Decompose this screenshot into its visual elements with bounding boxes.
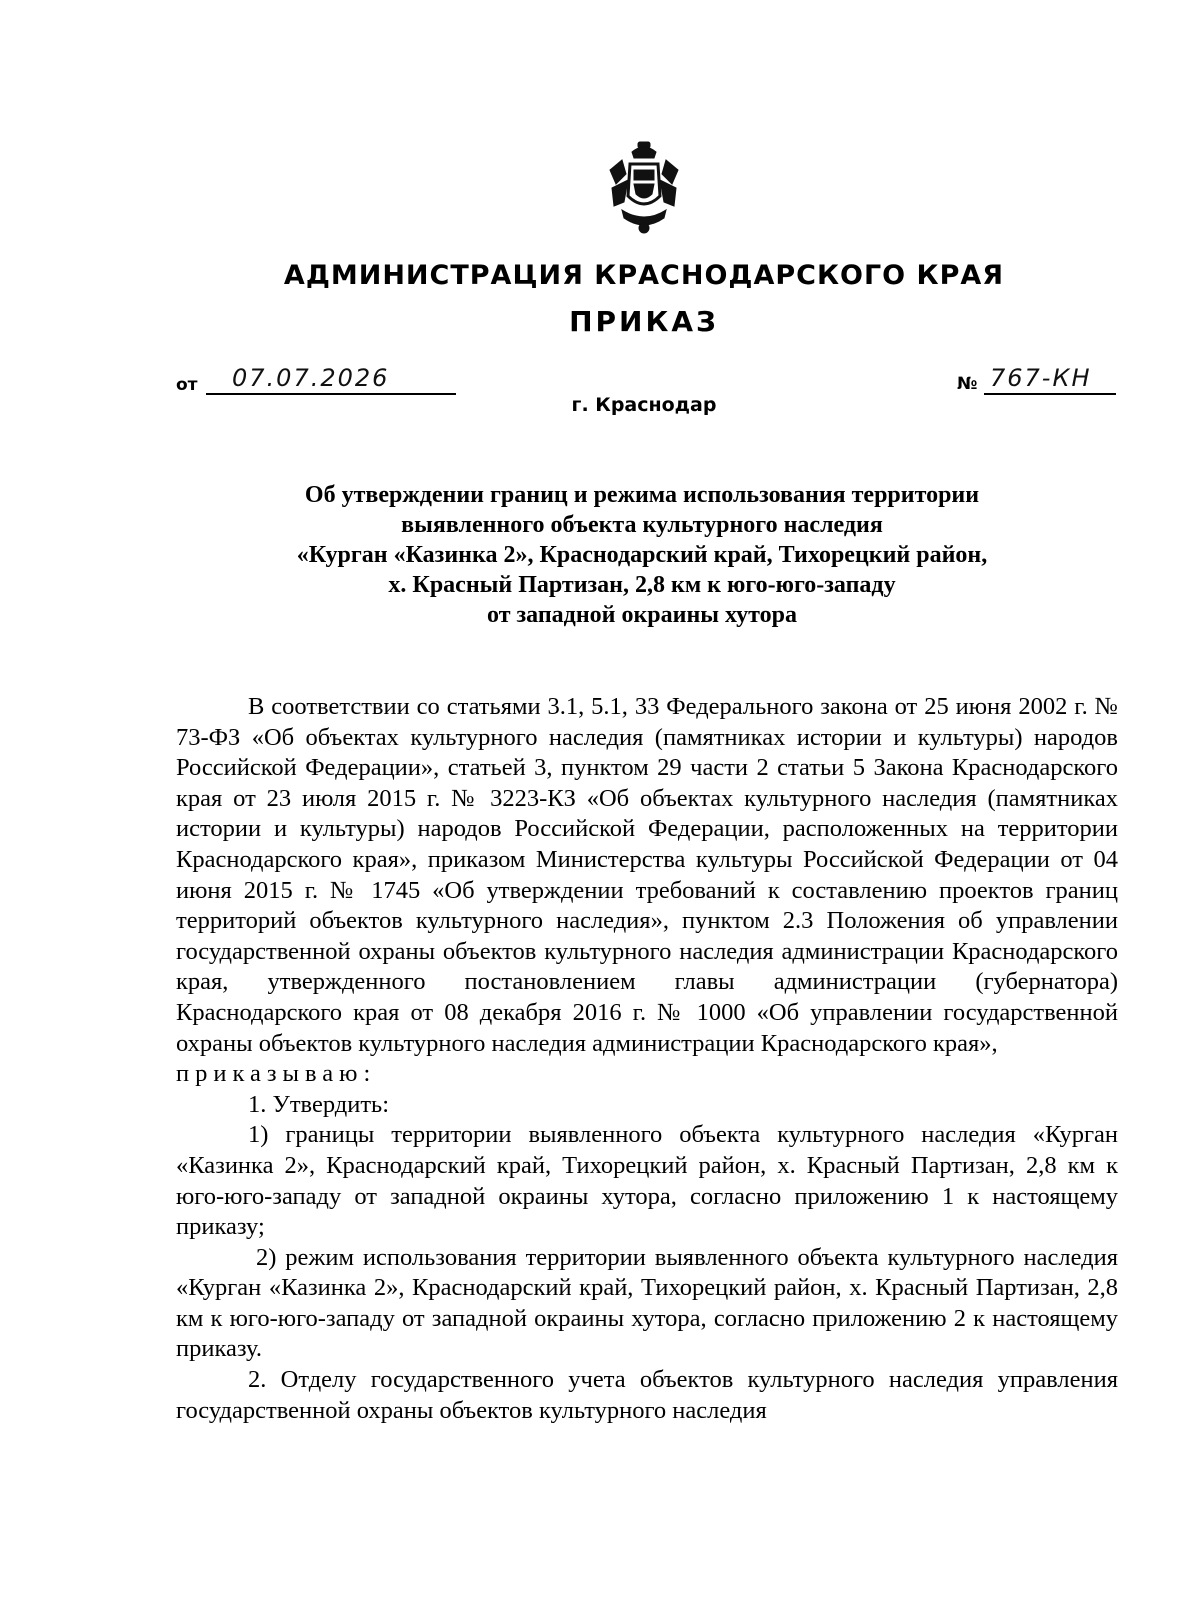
number-label: № — [957, 374, 978, 394]
city-label: г. Краснодар — [571, 394, 717, 416]
organization-title: АДМИНИСТРАЦИЯ КРАСНОДАРСКОГО КРАЯ — [283, 260, 1005, 291]
subject-line: х. Красный Партизан, 2,8 км к юго-юго-западу — [388, 572, 896, 598]
coat-of-arms-icon — [602, 140, 686, 236]
item-1-1: 1) границы территории выявленного объекта культурного наследия «Курган «Казинка 2», Краснодарский край, Тихорецкий район, х. Красный Партизан, 2,8 км к юго-юго-западу от западной окраины хутора, согласно приложению 1 к настоящему приказу; — [176, 1121, 1118, 1241]
document-type-title: ПРИКАЗ — [569, 305, 719, 338]
date-label: от — [176, 375, 198, 395]
item-2: 2. Отделу государственного учета объектов культурного наследия управления государственной охраны объектов культурного наследия — [176, 1366, 1118, 1424]
order-body — [176, 692, 1118, 1426]
subject-line: «Курган «Казинка 2», Краснодарский край, Тихорецкий район, — [296, 542, 988, 568]
subject-line: выявленного объекта культурного наследия — [401, 512, 883, 538]
preamble-paragraph: В соответствии со статьями 3.1, 5.1, 33 Федерального закона от 25 июня 2002 г. № 73-ФЗ «Об объектах культурного наследия (памятниках истории и культуры) народов Российской Федерации», статьей 3, пунктом 29 части 2 статьи 5 Закона Краснодарского края от 23 июля 2015 г. № 3223-КЗ «Об объектах культурного наследия (памятниках истории и культуры) народов Российской Федерации, расположенных на территории Краснодарского края», приказом Министерства культуры Российской Федерации от 04 июня 2015 г. № 1745 «Об утверждении требований к составлению проектов границ территорий объектов культурного наследия», пунктом 2.3 Положения об управлении государственной охраны объектов культурного наследия администрации Краснодарского края, утвержденного постановлением главы администрации (губернатора) Краснодарского края от 08 декабря 2016 г. № 1000 «Об управлении государственной охраны объектов культурного наследия администрации Краснодарского края», — [176, 693, 1118, 1057]
item-1: 1. Утвердить: — [248, 1090, 390, 1118]
order-subject — [150, 480, 1134, 630]
number-value: 767-КН — [990, 364, 1092, 392]
item-1-2: 2) режим использования территории выявленного объекта культурного наследия «Курган «Казинка 2», Краснодарский край, Тихорецкий район, х. Красный Партизан, 2,8 км к юго-юго-западу от западной окраины хутора, согласно приложению 2 к настоящему приказу. — [176, 1243, 1118, 1363]
date-value: 07.07.2026 — [232, 364, 390, 392]
order-word: приказываю: — [176, 1060, 377, 1088]
subject-line: от западной окраины хутора — [487, 602, 797, 628]
subject-line: Об утверждении границ и режима использования территории — [304, 482, 980, 508]
